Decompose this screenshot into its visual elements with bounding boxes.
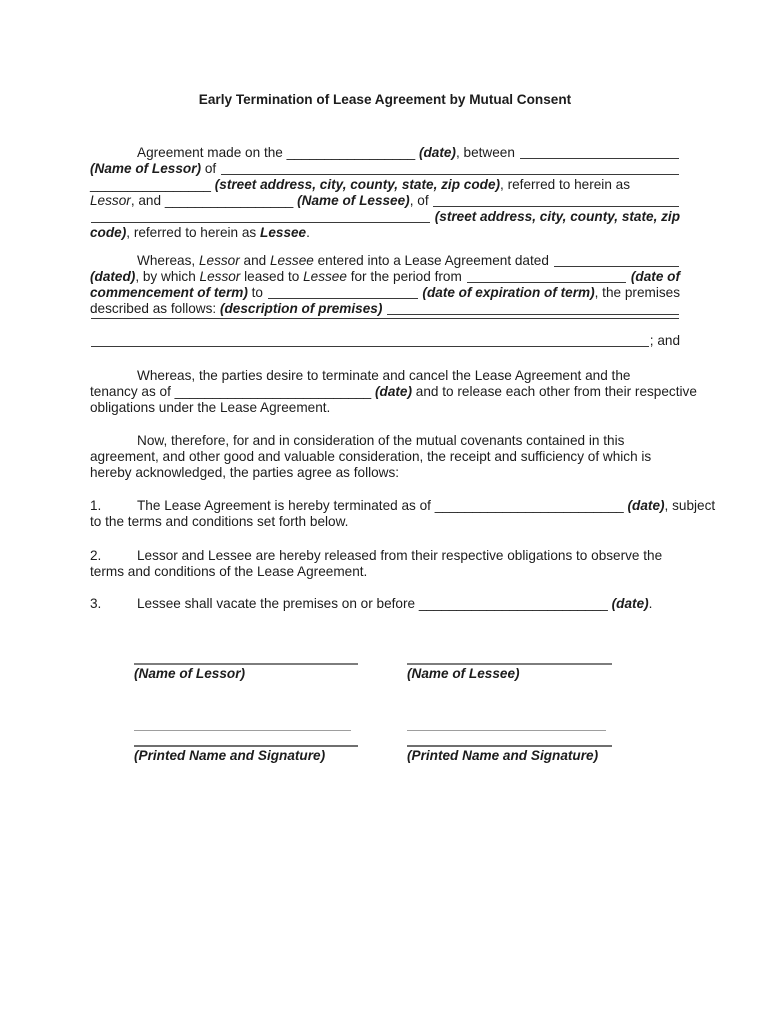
text-line	[90, 145, 680, 161]
text-line	[90, 285, 680, 301]
text-run: entered into a Lease Agreement dated	[313, 253, 553, 268]
text-run: and	[239, 253, 270, 268]
text-run: to	[247, 285, 267, 300]
now-therefore-paragraph	[90, 433, 680, 481]
lessee-signature-block	[407, 663, 612, 682]
clause-number: 3.	[90, 596, 102, 611]
document-body	[90, 145, 716, 612]
text-run: and to release each other from their respective	[412, 384, 697, 399]
text-line	[90, 548, 680, 564]
text-run: , referred to herein as	[126, 225, 261, 240]
signature-name-row	[90, 663, 680, 682]
lessee-signature-line	[407, 663, 612, 665]
clause-number: 2.	[90, 548, 102, 563]
text-run: Lessor	[198, 253, 240, 268]
lessee-printed-name-label: (Printed Name and Signature)	[407, 748, 599, 763]
text-run: commencement of term)	[90, 285, 248, 300]
text-run: (dated)	[90, 269, 136, 284]
text-run: (Name of Lessor)	[90, 161, 202, 176]
text-line	[90, 161, 680, 177]
clause-number: 1.	[90, 498, 102, 513]
text-run: Agreement made on the	[137, 145, 287, 160]
text-line	[90, 301, 680, 317]
text-run: , referred to herein as	[500, 177, 631, 192]
text-run: Whereas,	[137, 253, 199, 268]
text-run: (date)	[611, 596, 649, 611]
text-run: (street address, city, county, state, zip	[434, 209, 680, 224]
text-run: described as follows:	[90, 301, 220, 316]
text-run: (date of	[630, 269, 680, 284]
whereas-terminate-paragraph	[90, 368, 697, 416]
text-line	[90, 498, 716, 514]
text-run: (description of premises)	[219, 301, 383, 316]
text-run: Lessee	[260, 225, 307, 240]
clause-2	[90, 548, 680, 580]
lessee-printed-block	[407, 730, 612, 764]
text-line	[90, 596, 680, 612]
text-line	[90, 384, 697, 400]
whereas-lease-paragraph	[90, 253, 680, 349]
lessor-signature-block	[134, 663, 358, 682]
lessor-printed-block	[134, 730, 358, 764]
text-run: ; and	[649, 333, 680, 348]
blank-field-underscores: _________________________	[434, 498, 624, 513]
text-run: tenancy as of	[90, 384, 175, 399]
text-run: terms and conditions of the Lease Agreement.	[90, 564, 368, 579]
text-line	[90, 400, 680, 416]
text-run: Whereas, the parties desire to terminate and cancel the Lease Agreement and the	[137, 368, 631, 383]
blank-field-underscores: ________________	[90, 177, 211, 192]
blank-field-underscores: __________________________	[174, 384, 372, 399]
text-run: Lessee shall vacate the premises on or before	[137, 596, 419, 611]
text-run: (date)	[418, 145, 456, 160]
lessor-printed-line-upper	[134, 730, 351, 731]
text-run: (Name of Lessee)	[297, 193, 410, 208]
text-run: code)	[90, 225, 127, 240]
text-run: The Lease Agreement is hereby terminated as of	[137, 498, 435, 513]
text-run: Lessor	[199, 269, 241, 284]
name-of-lessee-label: (Name of Lessee)	[407, 666, 520, 681]
signature-printed-row	[90, 730, 680, 764]
text-line	[90, 514, 680, 530]
lessor-printed-name-label: (Printed Name and Signature)	[134, 748, 326, 763]
lessee-printed-line-upper	[407, 730, 606, 731]
text-run: of	[201, 161, 220, 176]
text-run: obligations under the Lease Agreement.	[90, 400, 331, 415]
text-run: hereby acknowledged, the parties agree as follows:	[90, 465, 400, 480]
text-line	[90, 209, 680, 225]
text-run: Lessee	[303, 269, 347, 284]
text-line	[90, 193, 680, 209]
text-line	[90, 177, 680, 193]
text-run: (street address, city, county, state, zip code)	[214, 177, 501, 192]
text-run: Now, therefore, for and in consideration of the mutual covenants contained in this	[137, 433, 625, 448]
text-line	[90, 333, 680, 349]
text-run: (date of expiration of term)	[422, 285, 595, 300]
name-of-lessor-label: (Name of Lessor)	[134, 666, 246, 681]
text-run: Lessee	[270, 253, 314, 268]
text-run: , the premises	[594, 285, 680, 300]
text-run: , of	[409, 193, 433, 208]
text-run: leased to	[240, 269, 304, 284]
clause-1	[90, 498, 716, 530]
text-run: .	[648, 596, 653, 611]
lessee-printed-line-lower	[407, 745, 612, 747]
text-run: (date)	[375, 384, 413, 399]
text-run: Lessor and Lessee are hereby released from their respective obligations to observe the	[137, 548, 663, 563]
intro-paragraph	[90, 145, 680, 241]
clause-3	[90, 596, 680, 612]
blank-field-underscores: _________________	[286, 145, 416, 160]
lessor-printed-line-lower	[134, 745, 358, 747]
text-run: agreement, and other good and valuable consideration, the receipt and sufficiency of which is	[90, 449, 652, 464]
text-line	[90, 225, 680, 241]
text-line	[90, 317, 680, 333]
blank-field-underscores: _________________________	[418, 596, 608, 611]
text-line	[90, 368, 680, 384]
text-run: for the period from	[346, 269, 466, 284]
text-run: , between	[455, 145, 519, 160]
document-title: Early Termination of Lease Agreement by Mutual Consent	[198, 92, 572, 107]
text-line	[90, 465, 680, 481]
text-run: , subject	[664, 498, 716, 513]
text-line	[90, 564, 680, 580]
text-run: .	[306, 225, 310, 240]
text-run: , and	[130, 193, 165, 208]
blank-field-underscores: _________________	[164, 193, 294, 208]
text-run: , by which	[135, 269, 200, 284]
lessor-signature-line	[134, 663, 358, 665]
text-line	[90, 449, 680, 465]
text-line	[90, 433, 680, 449]
text-line	[90, 269, 680, 285]
text-run: (date)	[627, 498, 665, 513]
text-run: to the terms and conditions set forth below.	[90, 514, 349, 529]
text-line	[90, 253, 680, 269]
text-run: Lessor	[90, 193, 131, 208]
text-run	[382, 301, 386, 317]
